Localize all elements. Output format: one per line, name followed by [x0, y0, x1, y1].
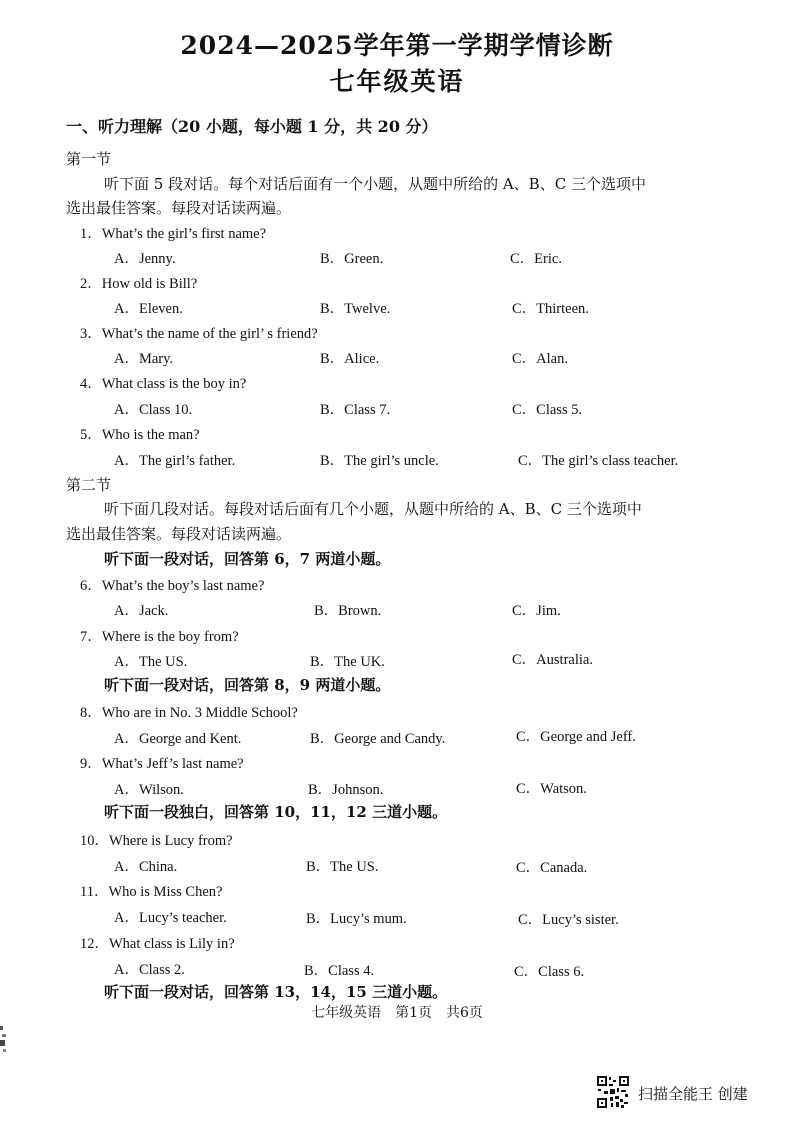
option-b: B．Lucy’s mum.	[306, 911, 407, 927]
option-c: C．Jim.	[512, 603, 561, 619]
instruction-text: 选出最佳答案。每段对话读两遍。	[66, 525, 292, 543]
option-b: B．Class 4.	[304, 963, 375, 979]
question-text: 2．How old is Bill?	[80, 276, 198, 292]
option-b: B．Brown.	[314, 603, 382, 619]
option-a: A．Jack.	[114, 603, 169, 619]
option-a: A．Jenny.	[114, 251, 176, 267]
question-text: 9．What’s Jeff’s last name?	[80, 756, 244, 772]
question-text: 6．What’s the boy’s last name?	[80, 578, 265, 594]
option-c: C．Eric.	[510, 251, 562, 267]
question-text: 5．Who is the man?	[80, 427, 200, 443]
option-c: C．Class 5.	[512, 402, 583, 418]
scan-edge-mark	[0, 1020, 10, 1060]
listening-prompt: 听下面一段对话，回答第 13，14，15 三道小题。	[104, 983, 448, 1001]
section-label: 第一节	[66, 150, 112, 168]
option-b: B．Alice.	[320, 351, 380, 367]
option-a: A．Wilson.	[114, 782, 184, 798]
option-a: A．Eleven.	[114, 301, 183, 317]
qr-code-icon	[596, 1075, 630, 1109]
option-b: B．Johnson.	[308, 782, 384, 798]
option-a: A．The US.	[114, 654, 188, 670]
exam-subtitle: 七年级英语	[329, 67, 465, 96]
listening-prompt: 听下面一段独白，回答第 10，11，12 三道小题。	[104, 803, 448, 821]
option-c: C．Thirteen.	[512, 301, 589, 317]
option-a: A．Mary.	[114, 351, 174, 367]
page-footer: 七年级英语 第1页 共6页	[311, 1005, 483, 1021]
option-c: C．Lucy’s sister.	[518, 912, 619, 928]
instruction-text: 听下面 5 段对话。每个对话后面有一个小题，从题中所给的 A、B、C 三个选项中	[104, 175, 646, 193]
option-a: A．The girl’s father.	[114, 453, 236, 469]
option-b: B．The US.	[306, 859, 379, 875]
option-a: A．Class 10.	[114, 402, 193, 418]
part-heading: 一、听力理解（20 小题，每小题 1 分，共 20 分）	[66, 117, 438, 136]
option-b: B．Twelve.	[320, 301, 391, 317]
option-c: C．Australia.	[512, 652, 593, 668]
option-c: C．The girl’s class teacher.	[518, 453, 679, 469]
option-b: B．Green.	[320, 251, 384, 267]
question-text: 1．What’s the girl’s first name?	[80, 226, 267, 242]
question-text: 10．Where is Lucy from?	[80, 833, 233, 849]
option-c: C．Canada.	[516, 860, 588, 876]
listening-prompt: 听下面一段对话，回答第 6，7 两道小题。	[104, 550, 391, 568]
option-a: A．Class 2.	[114, 962, 185, 978]
instruction-text: 选出最佳答案。每段对话读两遍。	[66, 199, 292, 217]
option-a: A．Lucy’s teacher.	[114, 910, 227, 926]
section-label: 第二节	[66, 476, 112, 494]
option-a: A．China.	[114, 859, 178, 875]
option-b: B．The girl’s uncle.	[320, 453, 439, 469]
instruction-text: 听下面几段对话。每段对话后面有几个小题，从题中所给的 A、B、C 三个选项中	[104, 500, 642, 518]
option-c: C．George and Jeff.	[516, 729, 636, 745]
option-a: A．George and Kent.	[114, 731, 242, 747]
question-text: 11．Who is Miss Chen?	[80, 884, 223, 900]
question-text: 4．What class is the boy in?	[80, 376, 247, 392]
question-text: 7．Where is the boy from?	[80, 629, 239, 645]
question-text: 12．What class is Lily in?	[80, 936, 235, 952]
option-b: B．The UK.	[310, 654, 385, 670]
question-text: 8．Who are in No. 3 Middle School?	[80, 705, 298, 721]
option-c: C．Class 6.	[514, 964, 585, 980]
scanner-watermark: 扫描全能王 创建	[638, 1085, 748, 1103]
option-c: C．Alan.	[512, 351, 568, 367]
listening-prompt: 听下面一段对话，回答第 8，9 两道小题。	[104, 676, 391, 694]
option-b: B．Class 7.	[320, 402, 391, 418]
option-c: C．Watson.	[516, 781, 587, 797]
question-text: 3．What’s the name of the girl’ s friend?	[80, 326, 318, 342]
option-b: B．George and Candy.	[310, 731, 446, 747]
exam-title: 2024—2025学年第一学期学情诊断	[180, 31, 614, 60]
